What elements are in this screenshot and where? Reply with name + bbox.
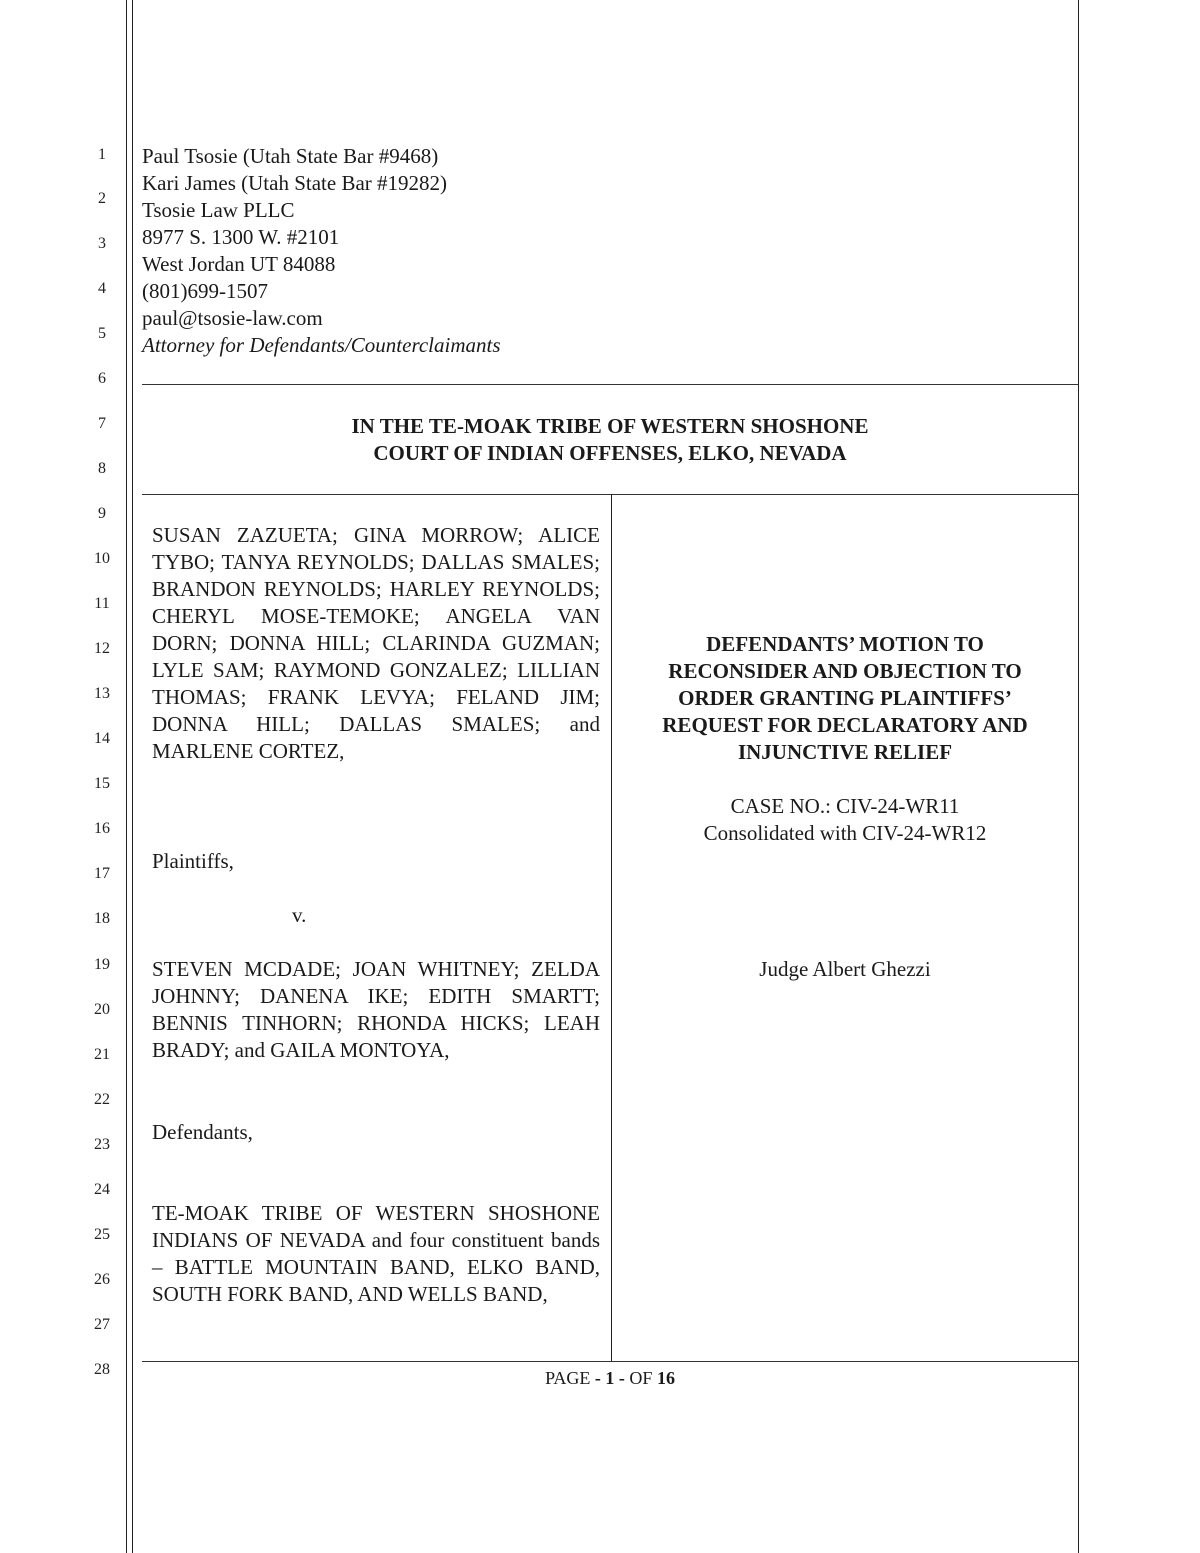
attorney-line: 8977 S. 1300 W. #2101 <box>142 225 340 249</box>
line-number: 24 <box>94 1181 110 1198</box>
plaintiffs-label: Plaintiffs, <box>152 849 234 873</box>
line-number: 18 <box>94 910 110 927</box>
document-title-line: DEFENDANTS’ MOTION TO <box>706 632 984 656</box>
line-number: 25 <box>94 1226 110 1243</box>
left-margin-rule-inner <box>132 0 133 1553</box>
left-margin-rule-outer <box>126 0 127 1553</box>
document-title-line: RECONSIDER AND OBJECTION TO <box>668 659 1022 683</box>
line-number: 23 <box>94 1136 110 1153</box>
court-name-line2: COURT OF INDIAN OFFENSES, ELKO, NEVADA <box>373 441 847 465</box>
line-number: 14 <box>94 730 110 747</box>
line-number: 19 <box>94 956 110 973</box>
right-margin-rule <box>1078 0 1079 1553</box>
defendants-names: STEVEN MCDADE; JOAN WHITNEY; ZELDA JOHNNY; DANENA IKE; EDITH SMARTT; BENNIS TINHORN; RHONDA HICKS; LEAH BRADY; and GAILA MONTOYA, <box>152 957 600 1062</box>
page-total: 16 <box>656 1368 675 1388</box>
attorney-line: Paul Tsosie (Utah State Bar #9468) <box>142 144 439 168</box>
attorney-line: Kari James (Utah State Bar #19282) <box>142 171 448 195</box>
line-number: 17 <box>94 865 110 882</box>
line-number: 7 <box>98 415 106 432</box>
line-number: 2 <box>98 190 106 207</box>
attorney-role: Attorney for Defendants/Counterclaimants <box>142 333 501 357</box>
document-title <box>612 631 1078 766</box>
judge-name: Judge Albert Ghezzi <box>759 957 931 981</box>
line-number: 28 <box>94 1361 110 1378</box>
attorney-line: (801)699-1507 <box>142 279 268 303</box>
line-number: 13 <box>94 685 110 702</box>
consolidated-case: Consolidated with CIV-24-WR12 <box>703 821 987 845</box>
line-number: 3 <box>98 235 106 252</box>
case-info <box>612 793 1078 847</box>
line-number: 12 <box>94 640 110 657</box>
page-prefix: PAGE <box>545 1368 595 1388</box>
line-number: 27 <box>94 1316 110 1333</box>
caption-center-rule <box>611 494 612 1361</box>
attorney-block <box>142 143 742 359</box>
line-number: 9 <box>98 505 106 522</box>
line-number: 6 <box>98 370 106 387</box>
document-title-line: ORDER GRANTING PLAINTIFFS’ <box>678 686 1012 710</box>
versus: v. <box>292 903 307 927</box>
line-number: 22 <box>94 1091 110 1108</box>
line-number: 5 <box>98 325 106 342</box>
line-number: 4 <box>98 280 106 297</box>
case-number: CASE NO.: CIV-24-WR11 <box>730 794 960 818</box>
page-current: - 1 - <box>594 1368 625 1388</box>
caption-bottom-divider <box>142 1361 1079 1362</box>
defendants-label: Defendants, <box>152 1120 253 1144</box>
court-name-line1: IN THE TE-MOAK TRIBE OF WESTERN SHOSHONE <box>351 414 869 438</box>
line-number: 11 <box>94 595 110 612</box>
document-title-line: REQUEST FOR DECLARATORY AND <box>662 713 1028 737</box>
line-number: 10 <box>94 550 110 567</box>
court-name <box>142 413 1078 467</box>
document-title-line: INJUNCTIVE RELIEF <box>737 740 953 764</box>
attorney-email: paul@tsosie-law.com <box>142 306 323 330</box>
tribe-names: TE-MOAK TRIBE OF WESTERN SHOSHONE INDIANS OF NEVADA and four constituent bands – BATTLE MOUNTAIN BAND, ELKO BAND, SOUTH FORK BAND, AND WELLS BAND, <box>152 1201 600 1306</box>
line-number: 1 <box>98 146 106 163</box>
attorney-line: West Jordan UT 84088 <box>142 252 336 276</box>
line-number: 16 <box>94 820 110 837</box>
line-number: 26 <box>94 1271 110 1288</box>
page-of: OF <box>624 1368 657 1388</box>
page-footer <box>142 1366 1078 1390</box>
line-number: 15 <box>94 775 110 792</box>
line-number: 8 <box>98 460 106 477</box>
line-number: 20 <box>94 1001 110 1018</box>
attorney-line: Tsosie Law PLLC <box>142 198 295 222</box>
header-divider <box>142 384 1079 385</box>
line-number: 21 <box>94 1046 110 1063</box>
plaintiffs-names: SUSAN ZAZUETA; GINA MORROW; ALICE TYBO; TANYA REYNOLDS; DALLAS SMALES; BRANDON REYNOLDS; HARLEY REYNOLDS; CHERYL MOSE-TEMOKE; ANGELA VAN DORN; DONNA HILL; CLARINDA GUZMAN; LYLE SAM; RAYMOND GONZALEZ; LILLIAN THOMAS; FRANK LEVYA; FELAND JIM; DONNA HILL; DALLAS SMALES; and MARLENE CORTEZ, <box>152 523 600 763</box>
